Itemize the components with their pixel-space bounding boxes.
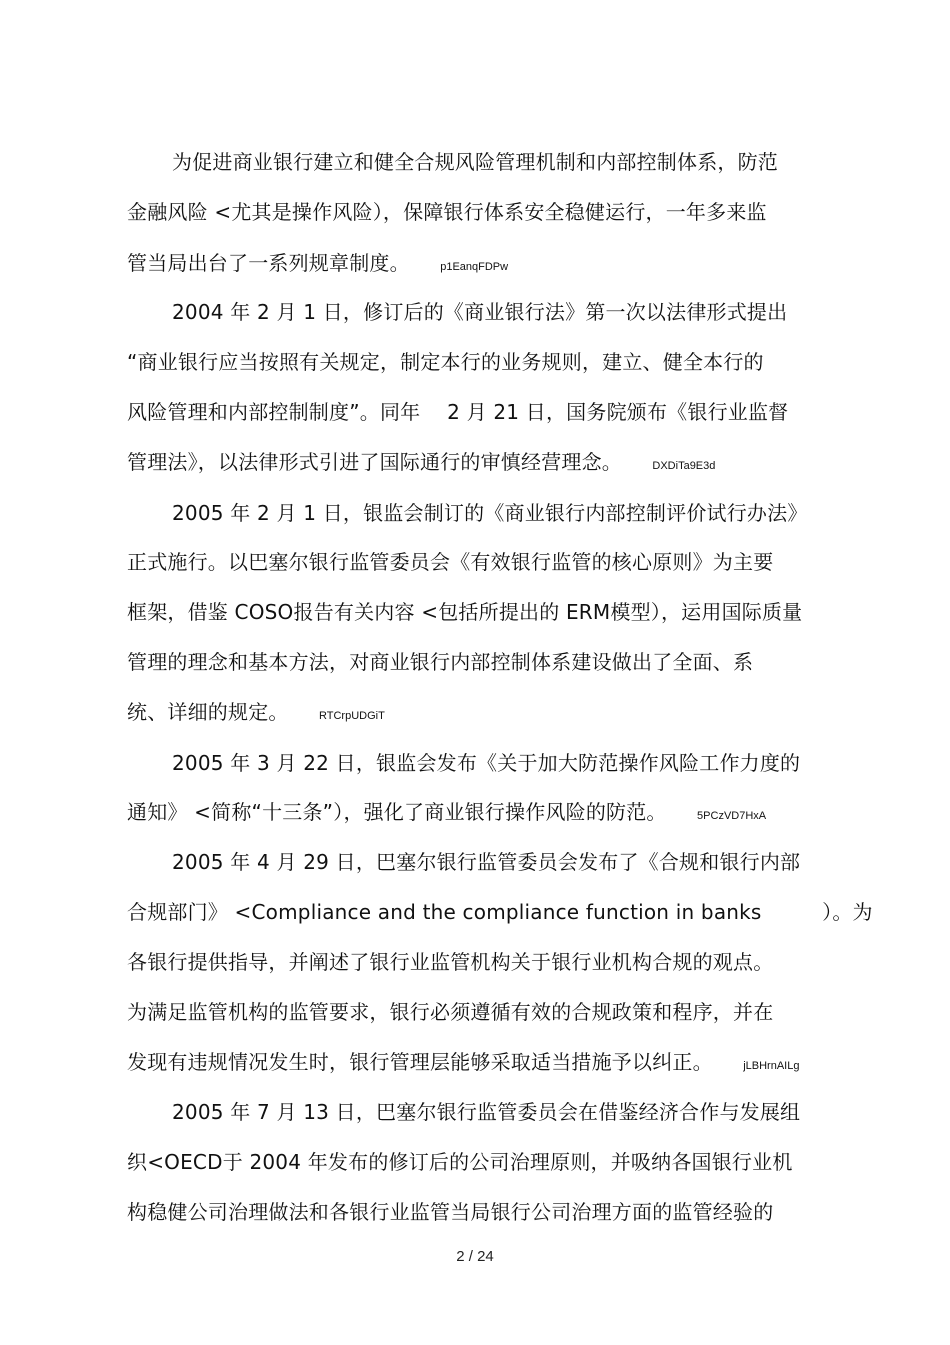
paragraph-line: 2005 年 3 月 22 日，银监会发布《关于加大防范操作风险工作力度的: [172, 751, 801, 775]
paragraph-line: 2004 年 2 月 1 日，修订后的《商业银行法》第一次以法律形式提出: [172, 300, 788, 324]
reference-code: jLBHrnAILg: [743, 1060, 800, 1072]
reference-code: p1EanqFDPw: [440, 261, 509, 273]
reference-code: 5PCzVD7HxA: [697, 810, 767, 822]
paragraph-line: 统、详细的规定。 RTCrpUDGiT: [127, 700, 385, 724]
paragraph-line: 管理的理念和基本方法，对商业银行内部控制体系建设做出了全面、系: [127, 650, 754, 674]
paragraph-line: 发现有违规情况发生时，银行管理层能够采取适当措施予以纠正。 jLBHrnAILg: [127, 1050, 800, 1074]
paragraph-line: 管当局出台了一系列规章制度。 p1EanqFDPw: [127, 251, 509, 275]
paragraph-line: 合规部门》 <Compliance and the compliance function in banks ）。为: [127, 900, 873, 924]
reference-code: DXDiTa9E3d: [652, 460, 716, 472]
reference-code: RTCrpUDGiT: [319, 710, 385, 722]
page-number: 2 / 24: [456, 1248, 494, 1265]
paragraph-line: 2005 年 4 月 29 日，巴塞尔银行监管委员会发布了《合规和银行内部: [172, 850, 801, 874]
paragraph-line: 风险管理和内部控制制度”。同年 2 月 21 日，国务院颁布《银行业监督: [127, 400, 789, 424]
paragraph-line: 正式施行。以巴塞尔银行监管委员会《有效银行监管的核心原则》为主要: [127, 550, 774, 574]
paragraph-line: 2005 年 2 月 1 日，银监会制订的《商业银行内部控制评价试行办法》: [172, 501, 808, 525]
paragraph-line: “商业银行应当按照有关规定，制定本行的业务规则，建立、健全本行的: [127, 350, 764, 374]
paragraph-line: 通知》 <简称“十三条”），强化了商业银行操作风险的防范。 5PCzVD7HxA: [127, 800, 767, 824]
paragraph-line: 织<OECD于 2004 年发布的修订后的公司治理原则，并吸纳各国银行业机: [127, 1150, 793, 1174]
paragraph-line: 金融风险 <尤其是操作风险），保障银行体系安全稳健运行，一年多来监: [127, 200, 767, 224]
paragraph-line: 管理法》，以法律形式引进了国际通行的审慎经营理念。 DXDiTa9E3d: [127, 450, 716, 474]
paragraph-line: 框架，借鉴 COSO报告有关内容 <包括所提出的 ERM模型），运用国际质量: [127, 600, 803, 624]
paragraph-line: 2005 年 7 月 13 日，巴塞尔银行监管委员会在借鉴经济合作与发展组: [172, 1100, 801, 1124]
paragraph-line: 为促进商业银行建立和健全合规风险管理机制和内部控制体系，防范: [172, 150, 778, 174]
paragraph-line: 各银行提供指导，并阐述了银行业监管机构关于银行业机构合规的观点。: [127, 950, 774, 974]
paragraph-line: 为满足监管机构的监管要求，银行必须遵循有效的合规政策和程序，并在: [127, 1000, 774, 1024]
paragraph-line: 构稳健公司治理做法和各银行业监管当局银行公司治理方面的监管经验的: [127, 1200, 774, 1224]
